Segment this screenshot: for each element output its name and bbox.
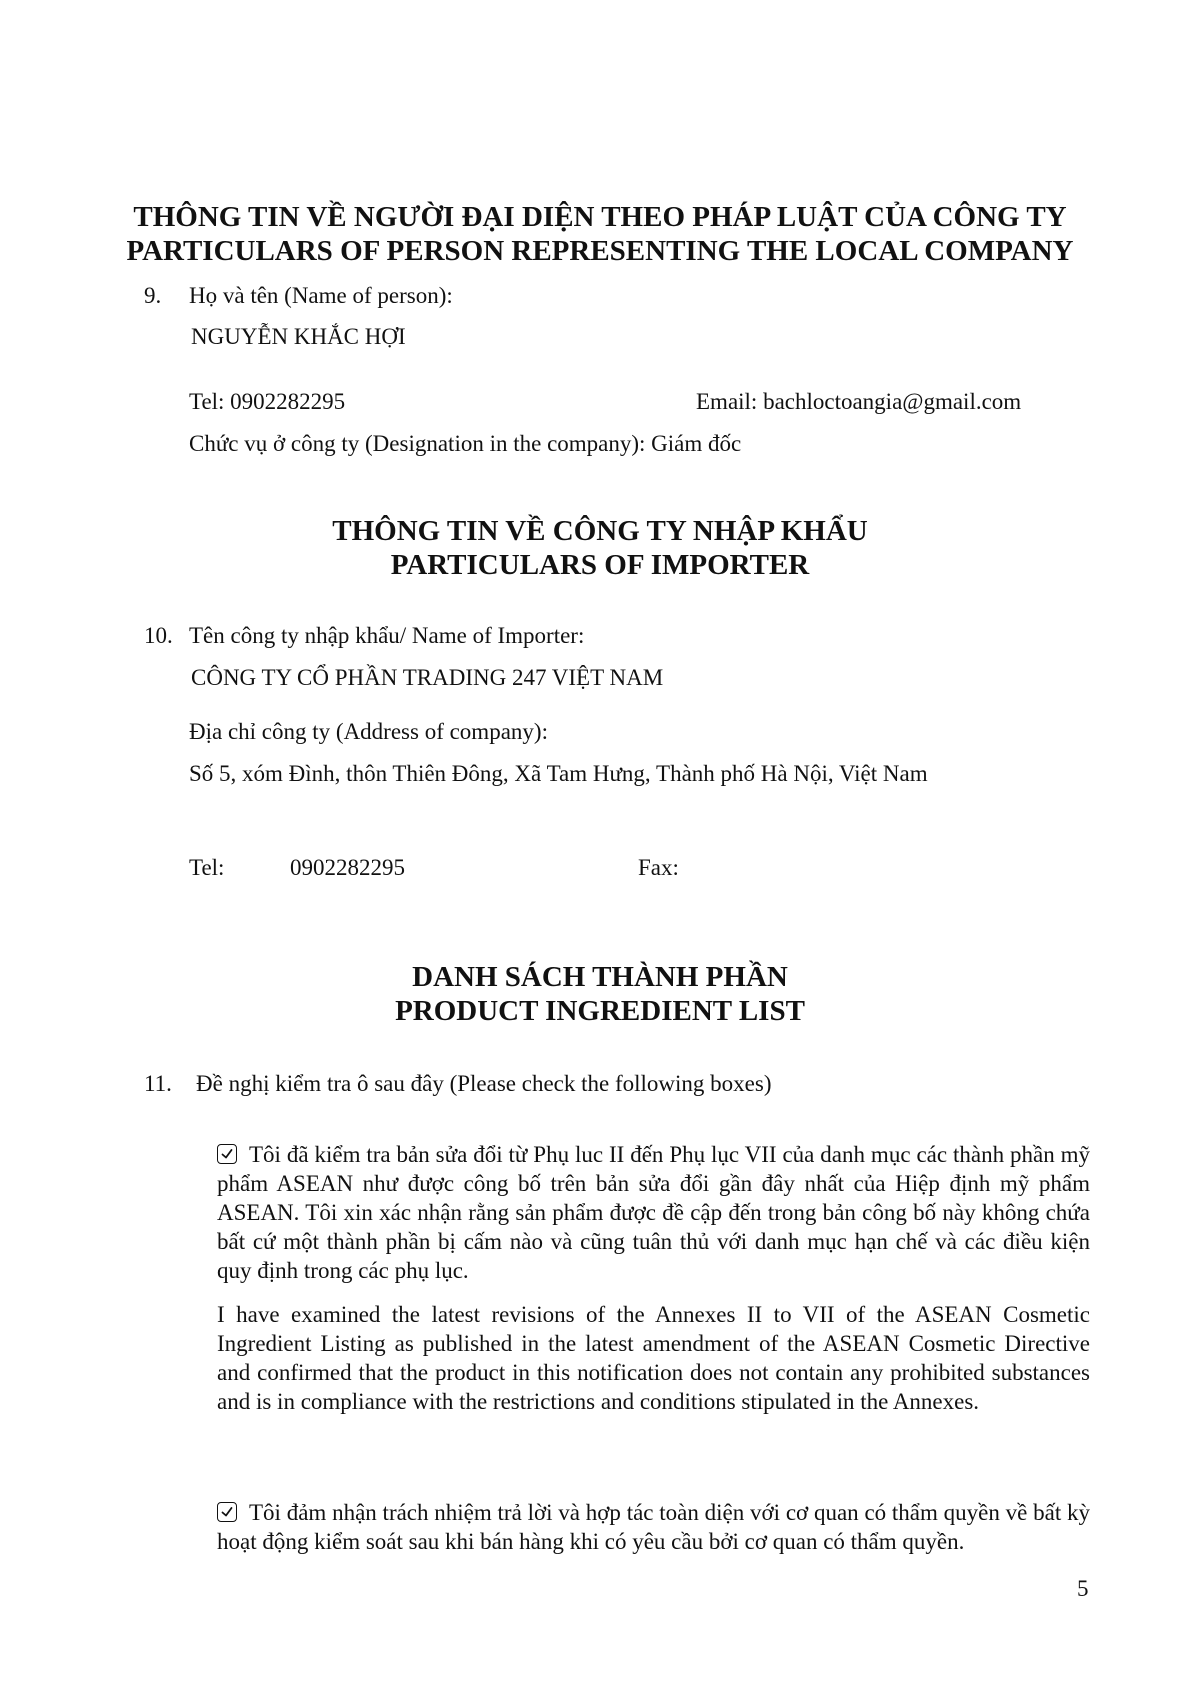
importer-tel-label: Tel: (189, 855, 225, 880)
importer-title-vi: THÔNG TIN VỀ CÔNG TY NHẬP KHẨU (332, 515, 868, 547)
ingredients-title-en: PRODUCT INGREDIENT LIST (395, 995, 805, 1027)
name-value: NGUYỄN KHẮC HỢI (191, 324, 406, 349)
importer-value: CÔNG TY CỔ PHẦN TRADING 247 VIỆT NAM (191, 665, 664, 690)
importer-label: Tên công ty nhập khẩu/ Name of Importer: (189, 623, 585, 648)
check1-paragraph-vi (217, 1140, 1090, 1285)
legal-rep-title-vi: THÔNG TIN VỀ NGƯỜI ĐẠI DIỆN THEO PHÁP LUẬT CỦA CÔNG TY (133, 201, 1067, 233)
importer-tel-value: 0902282295 (290, 855, 405, 880)
check2-text-vi: Tôi đảm nhận trách nhiệm trả lời và hợp tác toàn diện với cơ quan có thẩm quyền về bất kỳ hoạt động kiểm soát sau khi bán hàng khi có yêu cầu bởi cơ quan có thẩm quyền. (217, 1500, 1090, 1554)
item-number-9: 9. (144, 283, 162, 308)
rep-email: Email: bachloctoangia@gmail.com (696, 389, 1022, 414)
item-number-11: 11. (144, 1071, 172, 1096)
legal-rep-title-en: PARTICULARS OF PERSON REPRESENTING THE LOCAL COMPANY (126, 235, 1074, 267)
checked-checkbox-icon[interactable] (217, 1502, 237, 1522)
checked-checkbox-icon[interactable] (217, 1144, 237, 1164)
ingredients-instruction: Đề nghị kiểm tra ô sau đây (Please check the following boxes) (196, 1071, 772, 1096)
importer-fax-label: Fax: (638, 855, 679, 880)
address-label: Địa chỉ công ty (Address of company): (189, 719, 548, 744)
ingredients-title-vi: DANH SÁCH THÀNH PHẦN (412, 961, 788, 993)
check1-paragraph-en: I have examined the latest revisions of the Annexes II to VII of the ASEAN Cosmetic Ingredient Listing as published in the latest amendment of the ASEAN Cosmetic Directive and confirmed that the product in this notification does not contain any prohibited substances and is in compliance with the restrictions and conditions stipulated in the Annexes. (217, 1302, 1090, 1414)
page-number: 5 (1077, 1576, 1089, 1601)
check1-text-vi: Tôi đã kiểm tra bản sửa đổi từ Phụ luc II đến Phụ lục VII của danh mục các thành phần mỹ phẩm ASEAN như được công bố trên bản sửa đổi gần đây nhất của Hiệp định mỹ phẩm ASEAN. Tôi xin xác nhận rằng sản phẩm được đề cập đến trong bản công bố này không chứa bất cứ một thành phần bị cấm nào và cũng tuân thủ với danh mục hạn chế và các điều kiện quy định trong các phụ lục. (217, 1142, 1090, 1283)
name-label: Họ và tên (Name of person): (189, 283, 453, 308)
rep-tel: Tel: 0902282295 (189, 389, 346, 414)
importer-title-en: PARTICULARS OF IMPORTER (390, 549, 810, 581)
item-number-10: 10. (144, 623, 173, 648)
address-value: Số 5, xóm Đình, thôn Thiên Đông, Xã Tam Hưng, Thành phố Hà Nội, Việt Nam (189, 761, 928, 786)
rep-designation: Chức vụ ở công ty (Designation in the company): Giám đốc (189, 431, 742, 456)
check2-paragraph-vi (217, 1498, 1090, 1556)
